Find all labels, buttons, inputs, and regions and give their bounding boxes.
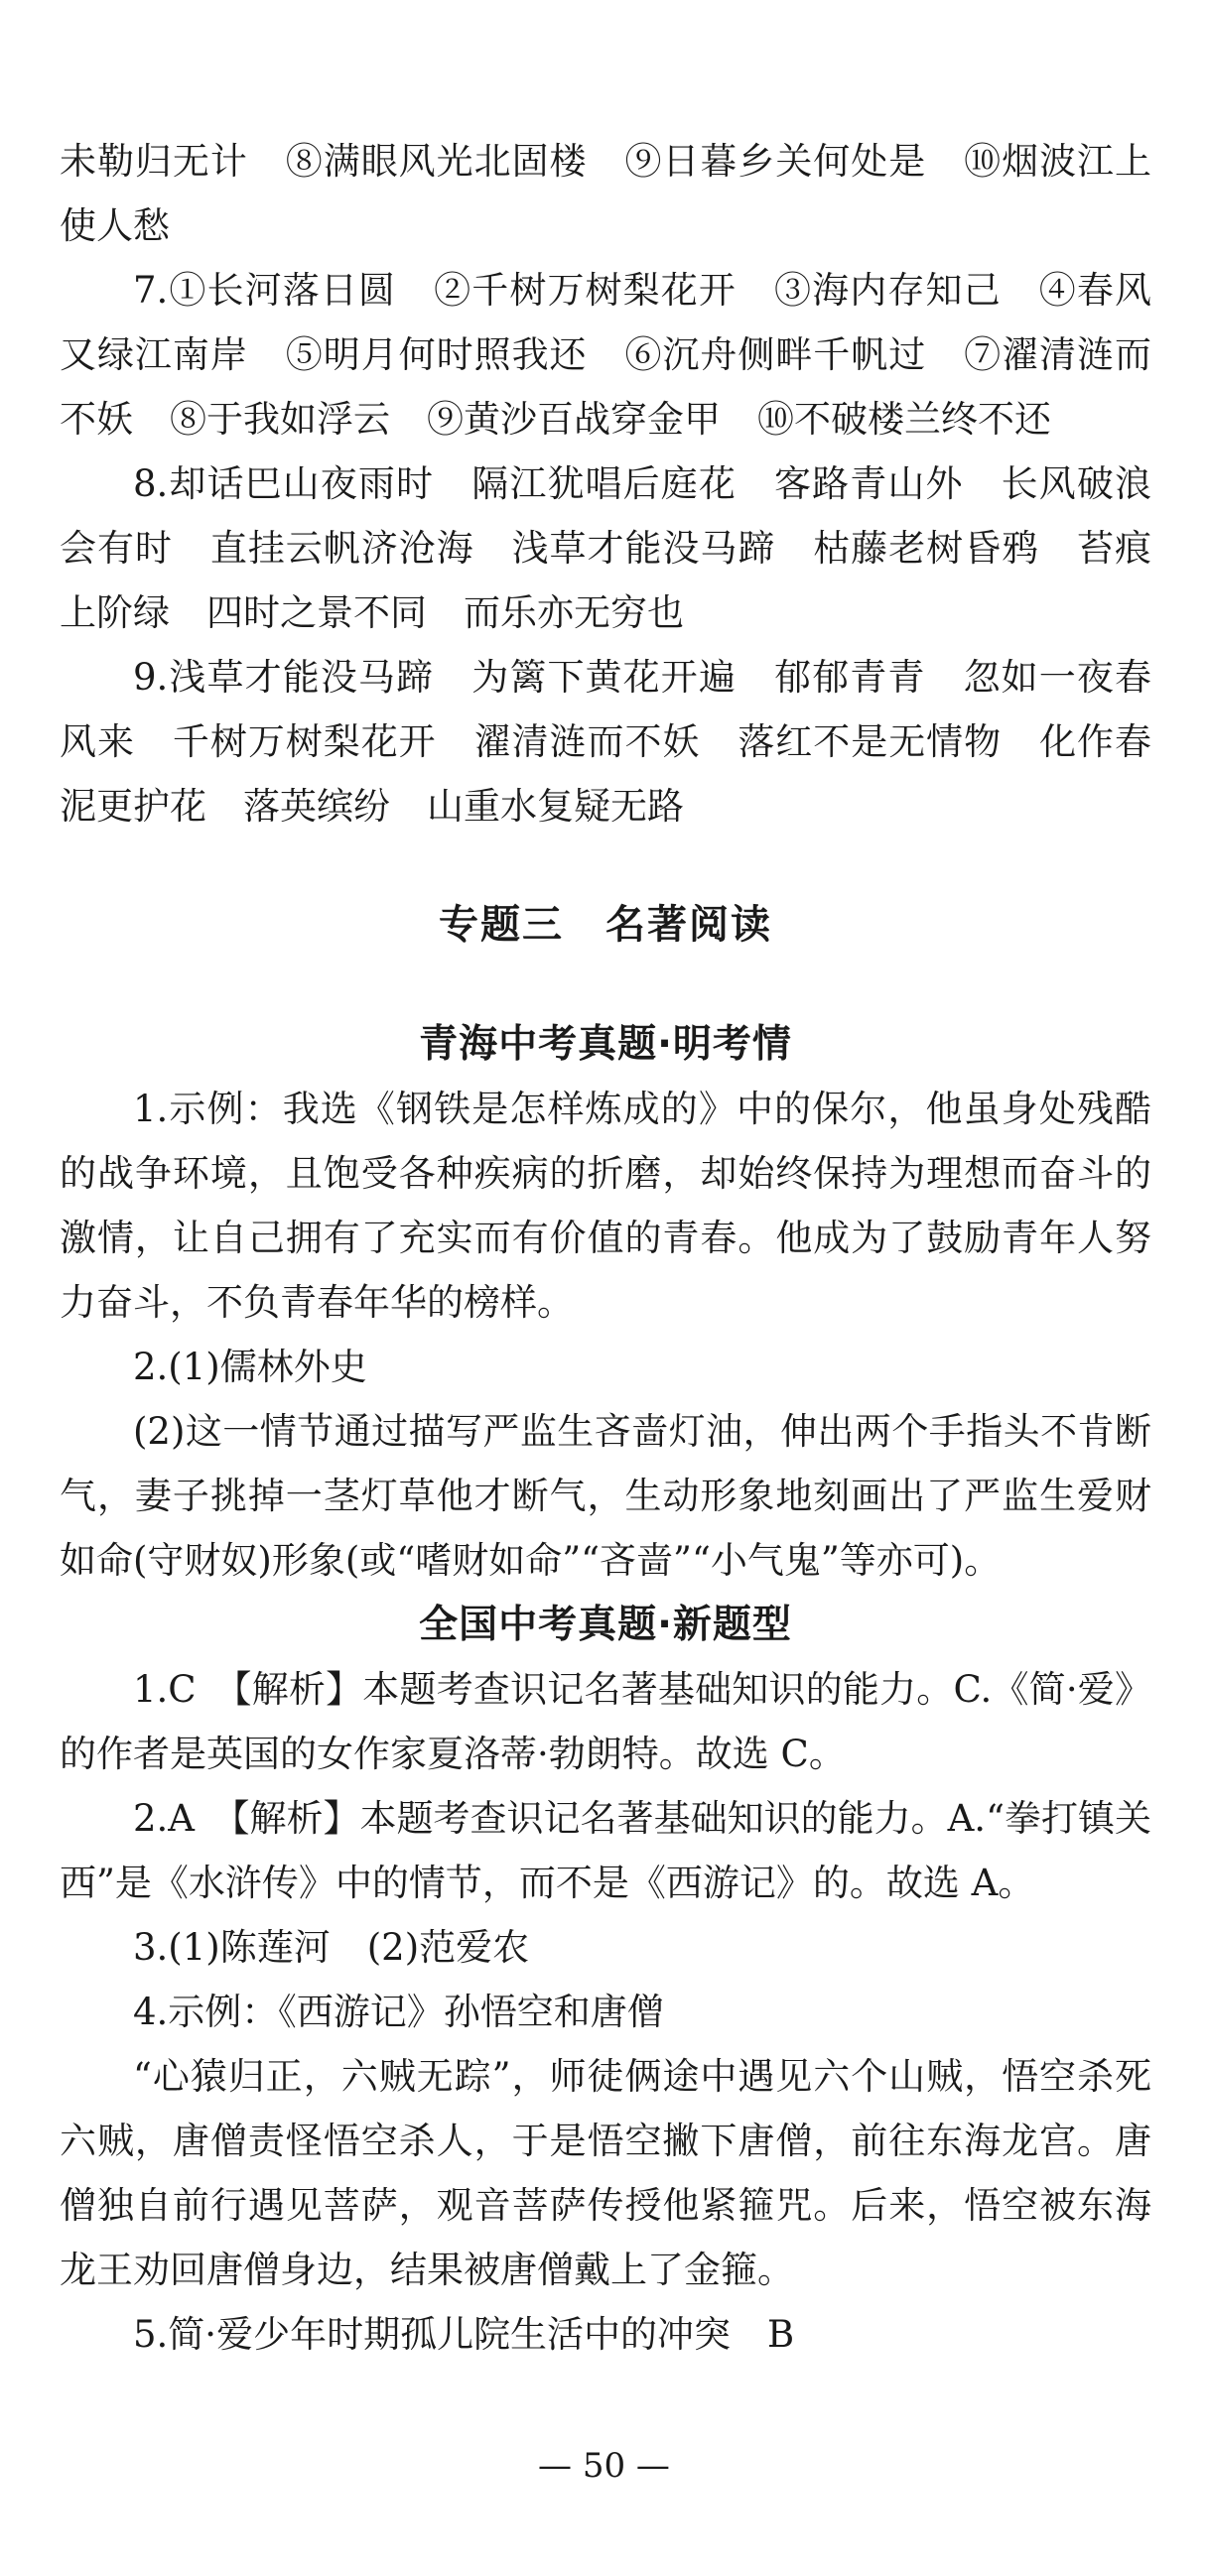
national-answer-4-heading: 4.示例：《西游记》孙悟空和唐僧 — [133, 1991, 664, 2033]
national-answer-1: 1.C 【解析】本题考查识记名著基础知识的能力。C.《简·爱》的作者是英国的女作家夏洛蒂·勃朗特。故选 C。 — [60, 1668, 1151, 1775]
section-title: 专题三 名著阅读 — [439, 902, 772, 948]
answer-9: 9.浅草才能没马蹄 为篱下黄花开遍 郁郁青青 忽如一夜春风来 千树万树梨花开 濯清涟而不妖 落红不是无情物 化作春泥更护花 落英缤纷 山重水复疑无路 — [60, 656, 1151, 828]
qinghai-answer-2-part-2: (2)这一情节通过描写严监生吝啬灯油，伸出两个手指头不肯断气，妻子挑掉一茎灯草他才断气，生动形象地刻画出了严监生爱财如命(守财奴)形象(或“嗜财如命”“吝啬”“小气鬼”等亦可)。 — [60, 1410, 1151, 1582]
national-answer-5: 5.简·爱少年时期孤儿院生活中的冲突 B — [133, 2313, 795, 2356]
national-answer-4-body: “心猿归正，六贼无踪”，师徒俩途中遇见六个山贼，悟空杀死六贼，唐僧责怪悟空杀人，于是悟空撇下唐僧，前往东海龙宫。唐僧独自前行遇见菩萨，观音菩萨传授他紧箍咒。后来，悟空被东海龙王劝回唐僧身边，结果被唐僧戴上了金箍。 — [60, 2055, 1151, 2291]
qinghai-answer-1: 1.示例：我选《钢铁是怎样炼成的》中的保尔，他虽身处残酷的战争环境，且饱受各种疾病的折磨，却始终保持为理想而奋斗的激情，让自己拥有了充实而有价值的青春。他成为了鼓励青年人努力奋斗，不负青春年华的榜样。 — [60, 1088, 1151, 1324]
answer-6-continued: 未勒归无计 ⑧满眼风光北固楼 ⑨日暮乡关何处是 ⑩烟波江上使人愁 — [60, 140, 1151, 247]
spacer — [60, 838, 1151, 893]
national-answer-2: 2.A 【解析】本题考查识记名著基础知识的能力。A.“拳打镇关西”是《水浒传》中的情节，而不是《西游记》的。故选 A。 — [60, 1797, 1151, 1904]
qinghai-answer-2-part-1: 2.(1)儒林外史 — [133, 1346, 367, 1388]
national-answer-3: 3.(1)陈莲河 (2)范爱农 — [133, 1926, 530, 1969]
spacer — [60, 958, 1151, 1012]
answer-8: 8.却话巴山夜雨时 隔江犹唱后庭花 客路青山外 长风破浪会有时 直挂云帆济沧海 浅草才能没马蹄 枯藤老树昏鸦 苔痕上阶绿 四时之景不同 而乐亦无穷也 — [60, 462, 1151, 634]
page-content — [60, 129, 1151, 2367]
page-number: — 50 — — [538, 2446, 670, 2486]
qinghai-heading: 青海中考真题·明考情 — [419, 1022, 792, 1067]
national-heading: 全国中考真题·新题型 — [419, 1603, 792, 1647]
answer-7: 7.①长河落日圆 ②千树万树梨花开 ③海内存知己 ④春风又绿江南岸 ⑤明月何时照我还 ⑥沉舟侧畔千帆过 ⑦濯清涟而不妖 ⑧于我如浮云 ⑨黄沙百战穿金甲 ⑩不破楼兰终不还 — [60, 269, 1151, 441]
